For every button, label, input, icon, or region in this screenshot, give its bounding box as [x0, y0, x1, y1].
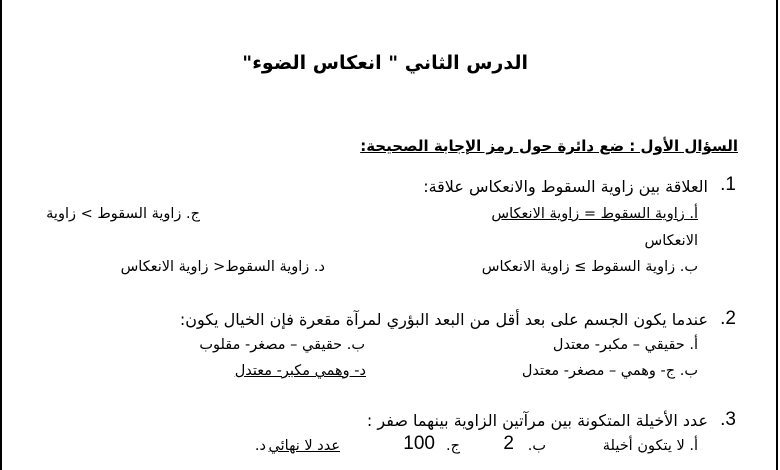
question-number-3: 3. — [720, 409, 736, 430]
section-heading: السؤال الأول : ضع دائرة حول رمز الإجابة الصحيحة: — [360, 137, 738, 155]
page-title: الدرس الثاني " انعكاس الضوء" — [242, 52, 528, 74]
question-text-1: العلاقة بين زاوية السقوط والانعكاس علاقة: — [423, 177, 708, 196]
q1-option-c: ج. زاوية السقوط > زاوية — [46, 206, 200, 222]
q1-option-c-continued: الانعكاس — [644, 233, 698, 249]
q1-option-a: أ. زاوية السقوط = زاوية الانعكاس — [491, 206, 698, 222]
question-number-2: 2. — [720, 308, 736, 329]
q3-option-a: أ. لا يتكون أخيلة — [602, 438, 698, 454]
question-text-2: عندما يكون الجسم على بعد أقل من البعد البؤري لمرآة مقعرة فإن الخيال يكون: — [179, 310, 708, 329]
q3-option-b-label: ب. — [527, 438, 546, 454]
q2-option-b: ب. حقيقي – مصغر- مقلوب — [199, 337, 365, 353]
q2-option-d: د- وهمي مكبر- معتدل — [234, 363, 366, 379]
question-number-1: 1. — [720, 174, 736, 195]
q1-option-d: د. زاوية السقوط< زاوية الانعكاس — [120, 259, 325, 275]
q2-option-c: ب. ج- وهمي – مصغر- معتدل — [521, 363, 698, 379]
q1-option-b: ب. زاوية السقوط ≥ زاوية الانعكاس — [481, 259, 698, 275]
q3-option-d-label: د. — [254, 438, 266, 454]
q3-option-d-value: عدد لا نهائي — [268, 438, 340, 454]
q2-option-a: أ. حقيقي – مكبر- معتدل — [552, 337, 698, 353]
question-text-3: عدد الأخيلة المتكونة بين مرآتين الزاوية بينهما صفر : — [366, 411, 708, 430]
q3-option-c-value: 100 — [403, 433, 435, 454]
q3-option-b-value: 2 — [503, 433, 514, 454]
q3-option-c-label: ج. — [446, 438, 460, 454]
